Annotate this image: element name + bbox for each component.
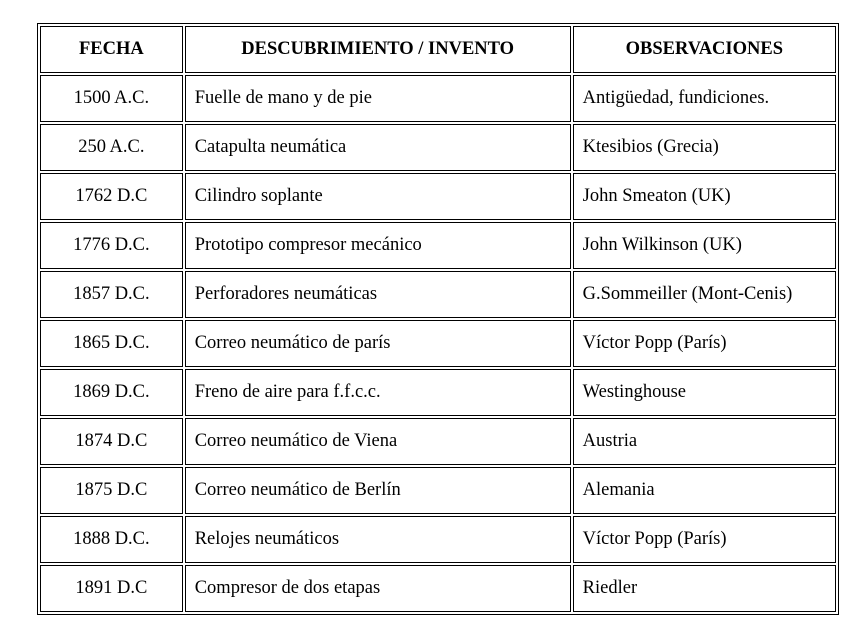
- cell-notes: G.Sommeiller (Mont-Cenis): [573, 271, 836, 318]
- cell-notes: Westinghouse: [573, 369, 836, 416]
- cell-date: 1888 D.C.: [40, 516, 183, 563]
- cell-notes: Riedler: [573, 565, 836, 612]
- cell-notes: John Smeaton (UK): [573, 173, 836, 220]
- cell-date: 1762 D.C: [40, 173, 183, 220]
- cell-invention: Relojes neumáticos: [185, 516, 571, 563]
- table-row: [40, 320, 836, 367]
- table-row: [40, 516, 836, 563]
- cell-invention: Cilindro soplante: [185, 173, 571, 220]
- cell-date: 250 A.C.: [40, 124, 183, 171]
- cell-date: 1776 D.C.: [40, 222, 183, 269]
- cell-invention: Correo neumático de parís: [185, 320, 571, 367]
- cell-invention: Freno de aire para f.f.c.c.: [185, 369, 571, 416]
- cell-invention: Correo neumático de Viena: [185, 418, 571, 465]
- cell-notes: Austria: [573, 418, 836, 465]
- cell-notes: Víctor Popp (París): [573, 320, 836, 367]
- table-row: [40, 467, 836, 514]
- cell-date: 1857 D.C.: [40, 271, 183, 318]
- table-header-row: [40, 26, 836, 73]
- header-date: FECHA: [40, 26, 183, 73]
- cell-date: 1869 D.C.: [40, 369, 183, 416]
- table-row: [40, 565, 836, 612]
- table-row: [40, 418, 836, 465]
- table-row: [40, 222, 836, 269]
- cell-date: 1874 D.C: [40, 418, 183, 465]
- cell-invention: Catapulta neumática: [185, 124, 571, 171]
- cell-invention: Perforadores neumáticas: [185, 271, 571, 318]
- table-row: [40, 75, 836, 122]
- cell-notes: John Wilkinson (UK): [573, 222, 836, 269]
- cell-invention: Fuelle de mano y de pie: [185, 75, 571, 122]
- cell-invention: Prototipo compresor mecánico: [185, 222, 571, 269]
- table-row: [40, 271, 836, 318]
- cell-invention: Correo neumático de Berlín: [185, 467, 571, 514]
- cell-date: 1891 D.C: [40, 565, 183, 612]
- cell-date: 1875 D.C: [40, 467, 183, 514]
- table-row: [40, 173, 836, 220]
- cell-notes: Antigüedad, fundiciones.: [573, 75, 836, 122]
- header-notes: OBSERVACIONES: [573, 26, 836, 73]
- header-invention: DESCUBRIMIENTO / INVENTO: [185, 26, 571, 73]
- table-row: [40, 124, 836, 171]
- history-table: [37, 23, 839, 615]
- cell-invention: Compresor de dos etapas: [185, 565, 571, 612]
- cell-date: 1865 D.C.: [40, 320, 183, 367]
- cell-notes: Víctor Popp (París): [573, 516, 836, 563]
- cell-notes: Ktesibios (Grecia): [573, 124, 836, 171]
- cell-notes: Alemania: [573, 467, 836, 514]
- cell-date: 1500 A.C.: [40, 75, 183, 122]
- table-row: [40, 369, 836, 416]
